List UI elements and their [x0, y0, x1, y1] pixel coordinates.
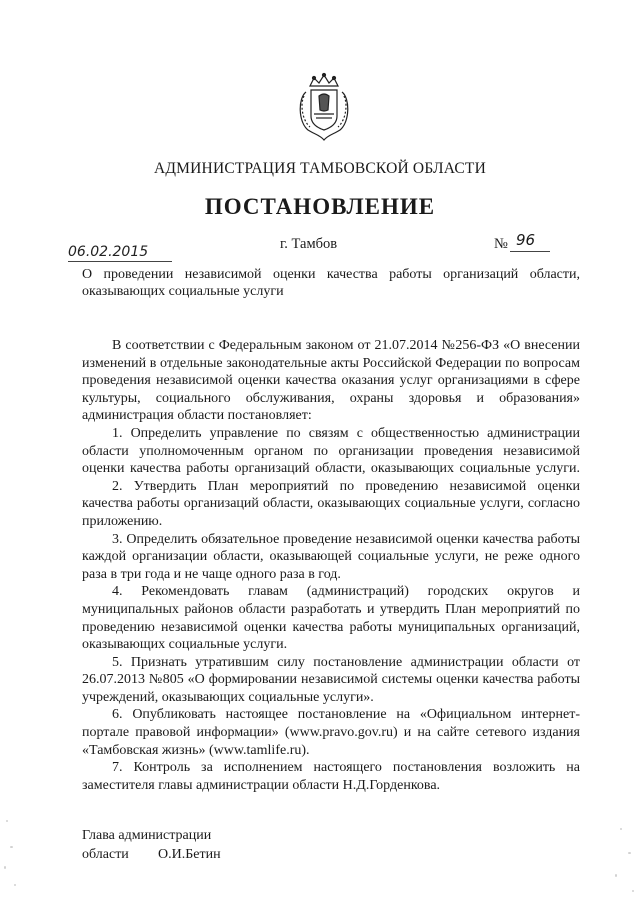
item-2: 2. Утвердить План мероприятий по проведению независимой оценки качества работы организаций области, оказывающих социальные услуги, согласно приложению. — [82, 478, 580, 529]
subject-line-1: О проведении независимой оценки качества работы организаций области, — [82, 267, 580, 282]
signatory-name: О.И.Бетин — [158, 847, 221, 862]
intro-paragraph: В соответствии с Федеральным законом от 21.07.2014 №256-ФЗ «О внесении изменений в отдельные законодательные акты Российской Федерации по вопросам проведения независимой оценки качества оказания услуг организациями в сфере культуры, социального обслуживания, охраны здоровья и образования» администрация области постановляет: — [82, 338, 580, 424]
item-3: 3. Определить обязательное проведение независимой оценки качества работы каждой организации области, оказывающей социальные услуги, не реже одного раза в три года и не чаще одного раза в год. — [82, 531, 580, 582]
item-7: 7. Контроль за исполнением настоящего постановления возложить на заместителя главы администрации области Н.Д.Горденкова. — [82, 760, 580, 793]
city-label: г. Тамбов — [280, 236, 338, 252]
subject-line-2: оказывающих социальные услуги — [82, 283, 284, 299]
organization-heading: АДМИНИСТРАЦИЯ ТАМБОВСКОЙ ОБЛАСТИ — [154, 160, 486, 177]
signatory-title: Глава администрации — [82, 828, 212, 843]
number-label: № — [494, 236, 508, 252]
document-type-title: ПОСТАНОВЛЕНИЕ — [204, 194, 436, 219]
handwritten-date: 06.02.2015 — [68, 244, 149, 260]
item-1: 1. Определить управление по связям с общественностью администрации области уполномоченным органом по организации проведения независимой оценки качества работы организаций области, оказывающих социальные услуги. — [82, 425, 580, 477]
item-6: 6. Опубликовать настоящее постановление на «Официальном интернет-портале правовой информации» (www.pravo.gov.ru) и на сайте сетевого издания «Тамбовская жизнь» (www.tamlife.ru). — [82, 707, 580, 758]
signatory-area: области — [82, 847, 129, 862]
item-4: 4. Рекомендовать главам (администраций) городских округов и муниципальных районов области разработать и утвердить План мероприятий по проведению независимой оценки качества работы муниципальных организаций, оказывающих социальные услуги. — [82, 584, 580, 653]
handwritten-number: 96 — [516, 231, 536, 249]
item-5: 5. Признать утратившим силу постановление администрации области от 26.07.2013 №805 «О формировании независимой системы оценки качества работы учреждений, оказывающих социальные услуги». — [82, 654, 580, 705]
